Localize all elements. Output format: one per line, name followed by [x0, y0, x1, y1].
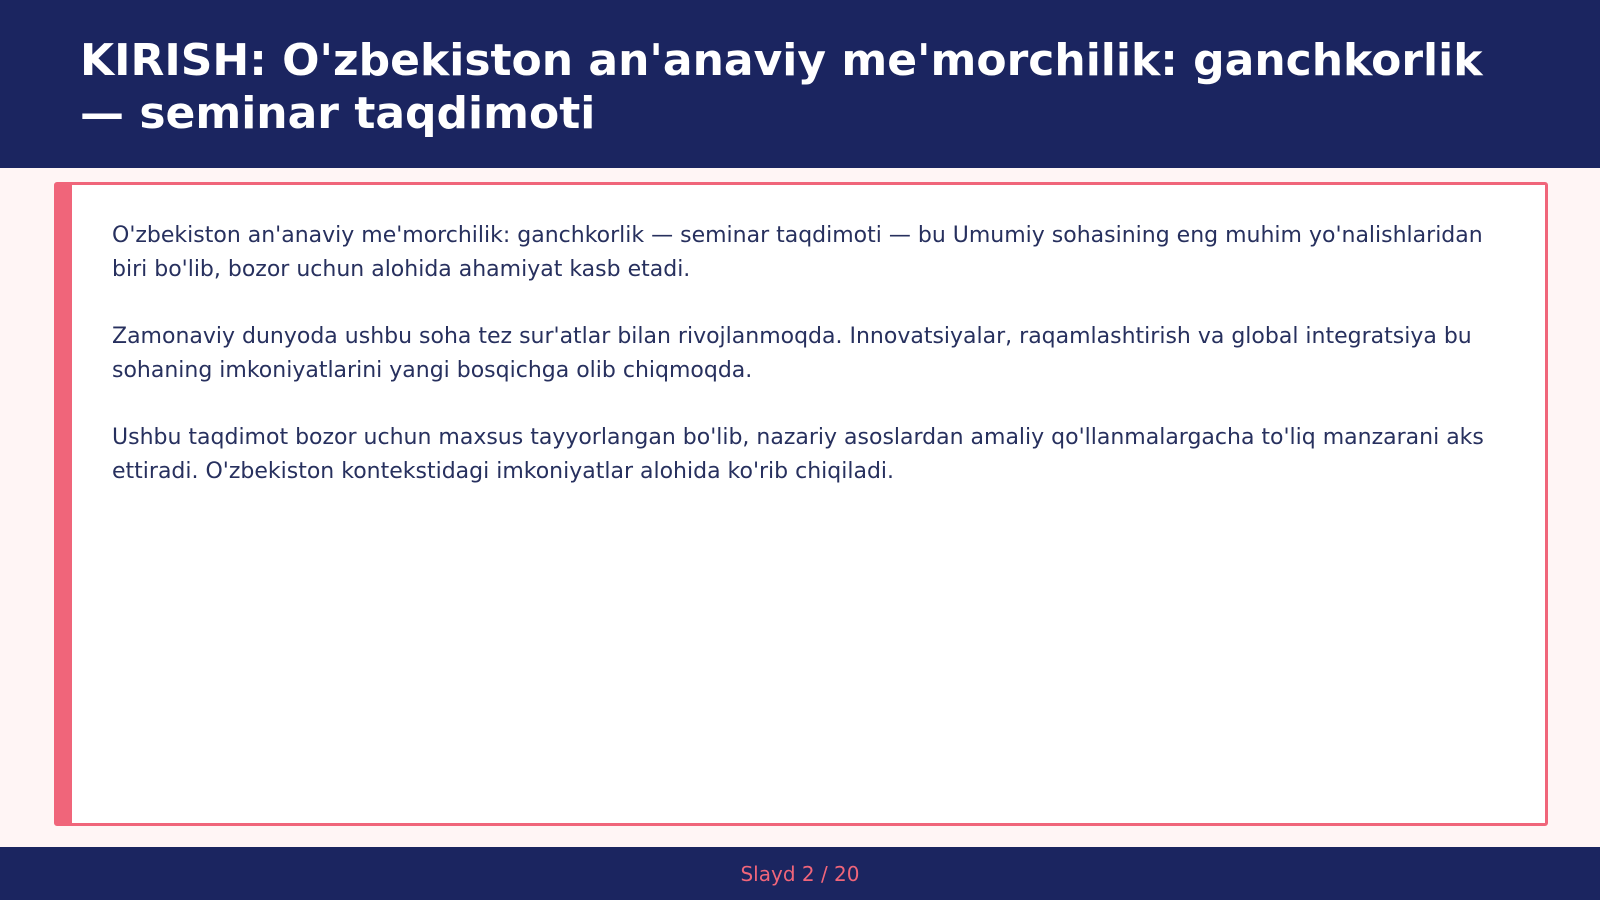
- paragraph-modern: Zamonaviy dunyoda ushbu soha tez sur'atlar bilan rivojlanmoqda. Innovatsiyalar, raqamlashtirish va global integratsiya bu sohaning imkoniyatlarini yangi bosqichga olib chiqmoqda.: [112, 324, 1472, 383]
- paragraph-intro: O'zbekiston an'anaviy me'morchilik: ganchkorlik — seminar taqdimoti — bu Umumiy sohasining eng muhim yo'nalishlaridan biri bo'lib, bozor uchun alohida ahamiyat kasb etadi.: [112, 223, 1483, 282]
- slide-title: KIRISH: O'zbekiston an'anaviy me'morchilik: ganchkorlik — seminar taqdimoti: [80, 35, 1483, 139]
- slide-footer: [0, 847, 1600, 900]
- slide-header: [0, 0, 1600, 168]
- slide-counter: Slayd 2 / 20: [740, 861, 860, 886]
- content-card: [54, 182, 1548, 826]
- paragraph-purpose: Ushbu taqdimot bozor uchun maxsus tayyorlangan bo'lib, nazariy asoslardan amaliy qo'llanmalargacha to'liq manzarani aks ettiradi. O'zbekiston kontekstidagi imkoniyatlar alohida ko'rib chiqiladi.: [112, 425, 1484, 484]
